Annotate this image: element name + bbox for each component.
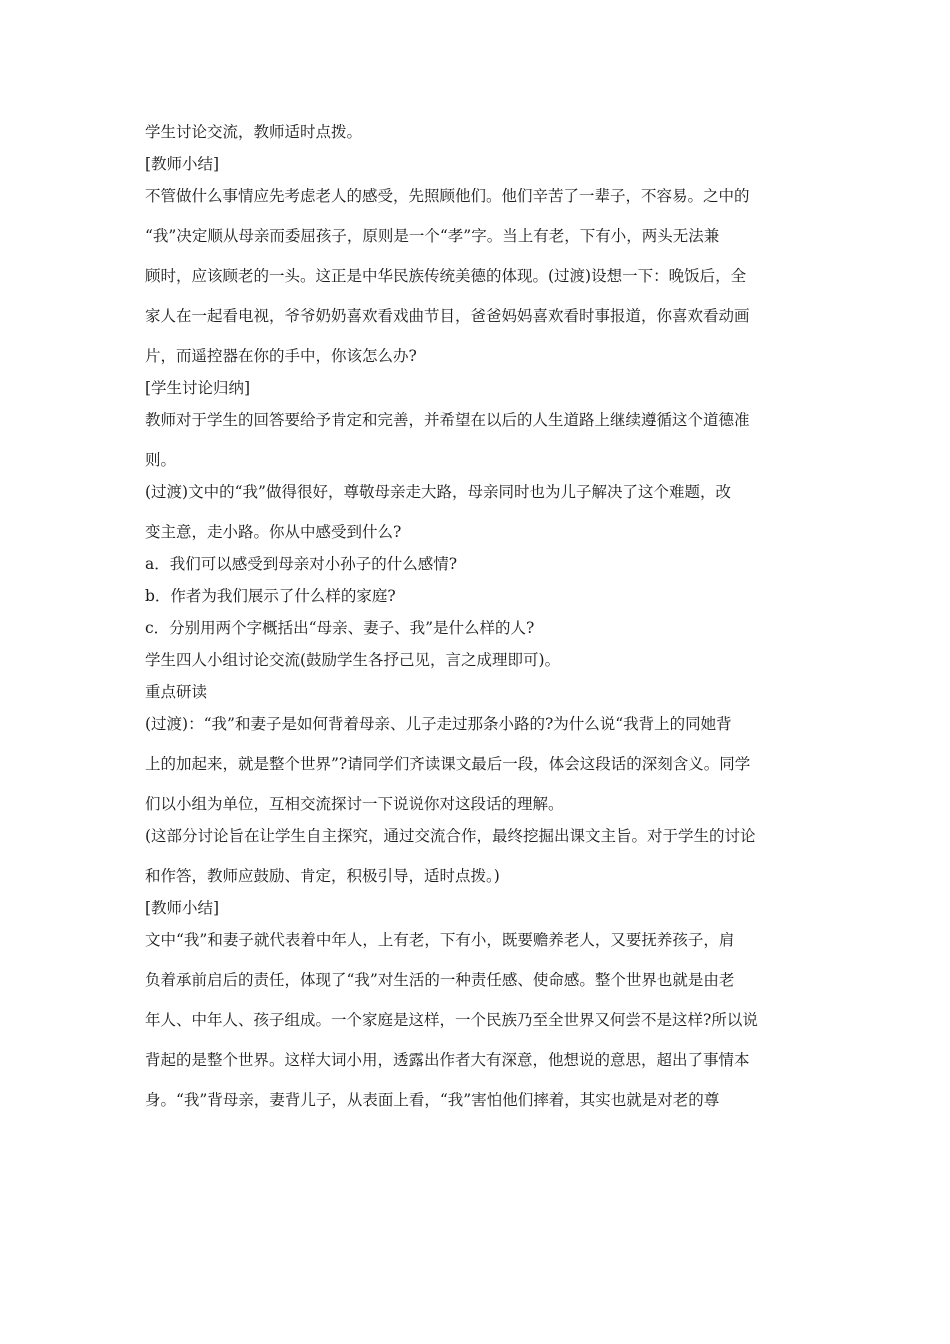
text-line: 和作答，教师应鼓励、肯定，积极引导，适时点拨。)	[145, 867, 500, 885]
text-line: 们以小组为单位，互相交流探讨一下说说你对这段话的理解。	[145, 795, 564, 813]
paragraph	[145, 826, 810, 886]
paragraph	[145, 554, 810, 574]
text-line: 变主意，走小路。你从中感受到什么?	[145, 523, 402, 541]
text-line: 身。“我”背母亲，妻背儿子，从表面上看，“我”害怕他们摔着，其实也就是对老的尊	[145, 1091, 720, 1109]
text-line: 教师对于学生的回答要给予肯定和完善，并希望在以后的人生道路上继续遵循这个道德准	[145, 411, 750, 429]
text-line: (过渡)文中的“我”做得很好，尊敬母亲走大路，母亲同时也为儿子解决了这个难题，改	[145, 483, 731, 501]
paragraph	[145, 898, 810, 918]
text-line: 家人在一起看电视，爷爷奶奶喜欢看戏曲节目，爸爸妈妈喜欢看时事报道，你喜欢看动画	[145, 307, 750, 325]
text-line: 负着承前启后的责任，体现了“我”对生活的一种责任感、使命感。整个世界也就是由老	[145, 971, 735, 989]
text-line: [教师小结]	[145, 155, 220, 173]
text-line: 顾时，应该顾老的一头。这正是中华民族传统美德的体现。(过渡)设想一下：晚饭后，全	[145, 267, 747, 285]
paragraph	[145, 154, 810, 174]
paragraph	[145, 378, 810, 398]
paragraph	[145, 650, 810, 670]
text-line: c．分别用两个字概括出“母亲、妻子、我”是什么样的人?	[145, 619, 535, 637]
paragraph	[145, 410, 810, 470]
text-line: [教师小结]	[145, 899, 220, 917]
paragraph	[145, 682, 810, 702]
text-line: “我”决定顺从母亲而委屈孩子，原则是一个“孝”字。当上有老，下有小，两头无法兼	[145, 227, 720, 245]
paragraph	[145, 482, 810, 542]
text-line: [学生讨论归纳]	[145, 379, 251, 397]
paragraph	[145, 618, 810, 638]
paragraph	[145, 186, 810, 366]
text-line: b．作者为我们展示了什么样的家庭?	[145, 587, 396, 605]
text-line: 文中“我”和妻子就代表着中年人，上有老，下有小，既要赡养老人，又要抚养孩子，肩	[145, 931, 735, 949]
text-line: 上的加起来，就是整个世界”?请同学们齐读课文最后一段，体会这段话的深刻含义。同学	[145, 755, 751, 773]
text-line: 学生讨论交流，教师适时点拨。	[145, 123, 363, 141]
text-line: (这部分讨论旨在让学生自主探究，通过交流合作，最终挖掘出课文主旨。对于学生的讨论	[145, 827, 756, 845]
text-line: 背起的是整个世界。这样大词小用，透露出作者大有深意，他想说的意思，超出了事情本	[145, 1051, 750, 1069]
text-line: 重点研读	[145, 683, 208, 701]
paragraph	[145, 586, 810, 606]
text-line: 片，而遥控器在你的手中，你该怎么办?	[145, 347, 417, 365]
text-line: 学生四人小组讨论交流(鼓励学生各抒己见，言之成理即可)。	[145, 651, 561, 669]
text-line: 不管做什么事情应先考虑老人的感受，先照顾他们。他们辛苦了一辈子，不容易。之中的	[145, 187, 750, 205]
text-line: a．我们可以感受到母亲对小孙子的什么感情?	[145, 555, 458, 573]
text-line: (过渡)：“我”和妻子是如何背着母亲、儿子走过那条小路的?为什么说“我背上的同她背	[145, 715, 732, 733]
text-line: 年人、中年人、孩子组成。一个家庭是这样，一个民族乃至全世界又何尝不是这样?所以说	[145, 1011, 758, 1029]
document-body	[145, 122, 810, 1110]
paragraph	[145, 122, 810, 142]
paragraph	[145, 930, 810, 1110]
paragraph	[145, 714, 810, 814]
text-line: 则。	[145, 451, 177, 469]
